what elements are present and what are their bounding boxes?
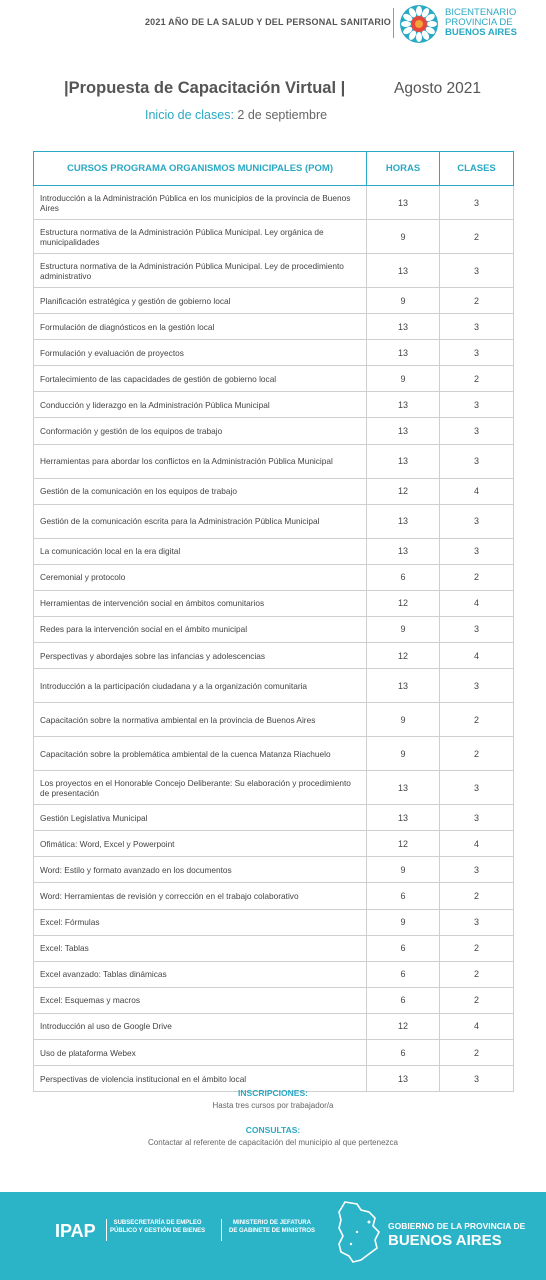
course-name: Estructura normativa de la Administración Pública Municipal. Ley orgánica de municipalidades (34, 220, 367, 254)
course-name: Introducción a la Administración Pública en los municipios de la provincia de Buenos Aires (34, 186, 367, 220)
footer-ministerio (229, 1220, 315, 1235)
course-classes: 2 (440, 987, 514, 1013)
course-name: Introducción a la participación ciudadana y a la organización comunitaria (34, 669, 367, 703)
ministerio-line-2: DE GABINETE DE MINISTROS (229, 1227, 316, 1234)
table-row (34, 392, 514, 418)
consultas-label: CONSULTAS: (245, 1125, 301, 1135)
course-hours: 12 (367, 831, 440, 857)
course-hours: 12 (367, 643, 440, 669)
course-name: Estructura normativa de la Administración Pública Municipal. Ley de procedimiento administrativo (34, 254, 367, 288)
course-classes: 4 (440, 831, 514, 857)
course-classes: 3 (440, 444, 514, 478)
brand-line-2: PROVINCIA DE (445, 17, 513, 28)
start-date-subtitle (145, 108, 327, 122)
table-row (34, 857, 514, 883)
top-header (0, 0, 546, 46)
course-classes: 2 (440, 703, 514, 737)
table-row (34, 478, 514, 504)
course-classes: 3 (440, 504, 514, 538)
table-row (34, 883, 514, 909)
table-row (34, 504, 514, 538)
table-row (34, 590, 514, 616)
course-hours: 13 (367, 444, 440, 478)
subsecretaria-line-2: PÚBLICO Y GESTIÓN DE BIENES (110, 1227, 206, 1234)
table-row (34, 703, 514, 737)
gobierno-line-2: BUENOS AIRES (388, 1232, 502, 1249)
header-courses: CURSOS PROGRAMA ORGANISMOS MUNICIPALES (POM) (34, 152, 367, 186)
course-hours: 9 (367, 909, 440, 935)
table-row (34, 669, 514, 703)
course-name: Perspectivas de violencia institucional en el ámbito local (34, 1066, 367, 1092)
brand-line-1: BICENTENARIO (445, 7, 517, 18)
course-name: Word: Estilo y formato avanzado en los documentos (34, 857, 367, 883)
gobierno-line-1: GOBIERNO DE LA PROVINCIA DE (388, 1221, 526, 1231)
course-classes: 4 (440, 478, 514, 504)
table-row (34, 987, 514, 1013)
table-row (34, 1039, 514, 1065)
footer-separator-1 (106, 1219, 107, 1241)
table-row (34, 186, 514, 220)
course-name: Formulación de diagnósticos en la gestión local (34, 314, 367, 340)
course-name: Capacitación sobre la normativa ambiental en la provincia de Buenos Aires (34, 703, 367, 737)
course-hours: 6 (367, 564, 440, 590)
courses-table (33, 151, 514, 1092)
course-name: Planificación estratégica y gestión de gobierno local (34, 288, 367, 314)
table-row (34, 288, 514, 314)
course-name: Excel: Tablas (34, 935, 367, 961)
course-classes: 3 (440, 254, 514, 288)
course-hours: 9 (367, 857, 440, 883)
table-row (34, 643, 514, 669)
course-hours: 13 (367, 669, 440, 703)
course-name: Fortalecimiento de las capacidades de gestión de gobierno local (34, 366, 367, 392)
table-row (34, 314, 514, 340)
course-name: Conformación y gestión de los equipos de trabajo (34, 418, 367, 444)
course-classes: 4 (440, 1013, 514, 1039)
course-name: Los proyectos en el Honorable Concejo Deliberante: Su elaboración y procedimiento de presentación (34, 771, 367, 805)
course-classes: 3 (440, 616, 514, 642)
course-name: Capacitación sobre la problemática ambiental de la cuenca Matanza Riachuelo (34, 737, 367, 771)
table-row (34, 564, 514, 590)
inscripciones-text: Hasta tres cursos por trabajador/a (212, 1101, 334, 1110)
course-classes: 4 (440, 643, 514, 669)
table-row (34, 737, 514, 771)
course-classes: 3 (440, 805, 514, 831)
course-hours: 12 (367, 590, 440, 616)
course-hours: 13 (367, 340, 440, 366)
course-classes: 3 (440, 314, 514, 340)
course-hours: 6 (367, 961, 440, 987)
course-name: Word: Herramientas de revisión y corrección en el trabajo colaborativo (34, 883, 367, 909)
course-name: Excel: Esquemas y macros (34, 987, 367, 1013)
course-hours: 13 (367, 314, 440, 340)
course-name: Perspectivas y abordajes sobre las infancias y adolescencias (34, 643, 367, 669)
year-slogan: 2021 AÑO DE LA SALUD Y DEL PERSONAL SANITARIO (144, 17, 391, 27)
course-classes: 3 (440, 1066, 514, 1092)
table-row (34, 366, 514, 392)
course-hours: 6 (367, 987, 440, 1013)
course-classes: 3 (440, 909, 514, 935)
course-name: Formulación y evaluación de proyectos (34, 340, 367, 366)
course-name: Gestión Legislativa Municipal (34, 805, 367, 831)
course-hours: 9 (367, 616, 440, 642)
course-classes: 3 (440, 857, 514, 883)
course-name: Uso de plataforma Webex (34, 1039, 367, 1065)
province-map-icon (335, 1200, 381, 1264)
course-classes: 3 (440, 340, 514, 366)
course-hours: 13 (367, 504, 440, 538)
consultas-block (0, 1125, 546, 1147)
inscripciones-block (0, 1088, 546, 1110)
course-classes: 2 (440, 288, 514, 314)
course-name: Herramientas de intervención social en ámbitos comunitarios (34, 590, 367, 616)
subtitle-lead: Inicio de clases: (145, 108, 234, 122)
page-title: |Propuesta de Capacitación Virtual | (64, 79, 346, 97)
course-hours: 9 (367, 288, 440, 314)
course-hours: 12 (367, 478, 440, 504)
table-row (34, 805, 514, 831)
subtitle-rest: 2 de septiembre (237, 108, 328, 122)
table-row (34, 771, 514, 805)
bicentenario-flower-logo-icon (398, 3, 440, 45)
header-classes: CLASES (440, 152, 514, 186)
course-classes: 2 (440, 220, 514, 254)
course-classes: 2 (440, 883, 514, 909)
course-name: Excel avanzado: Tablas dinámicas (34, 961, 367, 987)
course-hours: 13 (367, 392, 440, 418)
table-row (34, 418, 514, 444)
course-classes: 2 (440, 366, 514, 392)
footer-subsecretaria (110, 1220, 205, 1235)
table-row (34, 220, 514, 254)
inscripciones-label: INSCRIPCIONES: (238, 1088, 308, 1098)
course-hours: 9 (367, 737, 440, 771)
table-row (34, 538, 514, 564)
table-row (34, 1013, 514, 1039)
course-hours: 9 (367, 703, 440, 737)
course-classes: 2 (440, 564, 514, 590)
table-row (34, 935, 514, 961)
course-name: Herramientas para abordar los conflictos en la Administración Pública Municipal (34, 444, 367, 478)
course-name: Redes para la intervención social en el ámbito municipal (34, 616, 367, 642)
course-classes: 3 (440, 418, 514, 444)
course-hours: 13 (367, 1066, 440, 1092)
course-classes: 2 (440, 737, 514, 771)
course-name: Ofimática: Word, Excel y Powerpoint (34, 831, 367, 857)
table-header-row (34, 152, 514, 186)
course-hours: 6 (367, 883, 440, 909)
course-classes: 2 (440, 961, 514, 987)
course-hours: 6 (367, 935, 440, 961)
course-hours: 13 (367, 186, 440, 220)
footer-separator-2 (221, 1219, 222, 1241)
table-row (34, 831, 514, 857)
course-hours: 9 (367, 366, 440, 392)
table-row (34, 909, 514, 935)
table-row (34, 340, 514, 366)
header-hours: HORAS (367, 152, 440, 186)
course-name: La comunicación local en la era digital (34, 538, 367, 564)
course-hours: 12 (367, 1013, 440, 1039)
ministerio-line-1: MINISTERIO DE JEFATURA (233, 1220, 311, 1226)
footer-bar (0, 1192, 546, 1280)
course-hours: 9 (367, 220, 440, 254)
ipap-logo: IPAP (55, 1221, 96, 1241)
consultas-text: Contactar al referente de capacitación del municipio al que pertenezca (148, 1138, 398, 1147)
table-row (34, 254, 514, 288)
course-name: Gestión de la comunicación en los equipos de trabajo (34, 478, 367, 504)
course-classes: 2 (440, 935, 514, 961)
course-hours: 6 (367, 1039, 440, 1065)
course-classes: 4 (440, 590, 514, 616)
course-name: Introducción al uso de Google Drive (34, 1013, 367, 1039)
course-name: Excel: Fórmulas (34, 909, 367, 935)
course-classes: 3 (440, 538, 514, 564)
course-name: Conducción y liderazgo en la Administración Pública Municipal (34, 392, 367, 418)
course-classes: 3 (440, 669, 514, 703)
table-row (34, 616, 514, 642)
course-hours: 13 (367, 805, 440, 831)
page-date: Agosto 2021 (394, 80, 482, 97)
course-classes: 3 (440, 392, 514, 418)
course-name: Ceremonial y protocolo (34, 564, 367, 590)
header-divider (393, 8, 394, 38)
course-hours: 13 (367, 538, 440, 564)
subsecretaria-line-1: SUBSECRETARÍA DE EMPLEO (113, 1220, 202, 1226)
course-hours: 13 (367, 254, 440, 288)
gobierno-brand (388, 1221, 525, 1249)
course-classes: 3 (440, 771, 514, 805)
course-name: Gestión de la comunicación escrita para la Administración Pública Municipal (34, 504, 367, 538)
course-classes: 3 (440, 186, 514, 220)
table-row (34, 444, 514, 478)
course-hours: 13 (367, 771, 440, 805)
course-hours: 13 (367, 418, 440, 444)
bicentenario-brand (445, 8, 517, 38)
table-row (34, 961, 514, 987)
brand-line-3: BUENOS AIRES (445, 27, 517, 38)
course-classes: 2 (440, 1039, 514, 1065)
